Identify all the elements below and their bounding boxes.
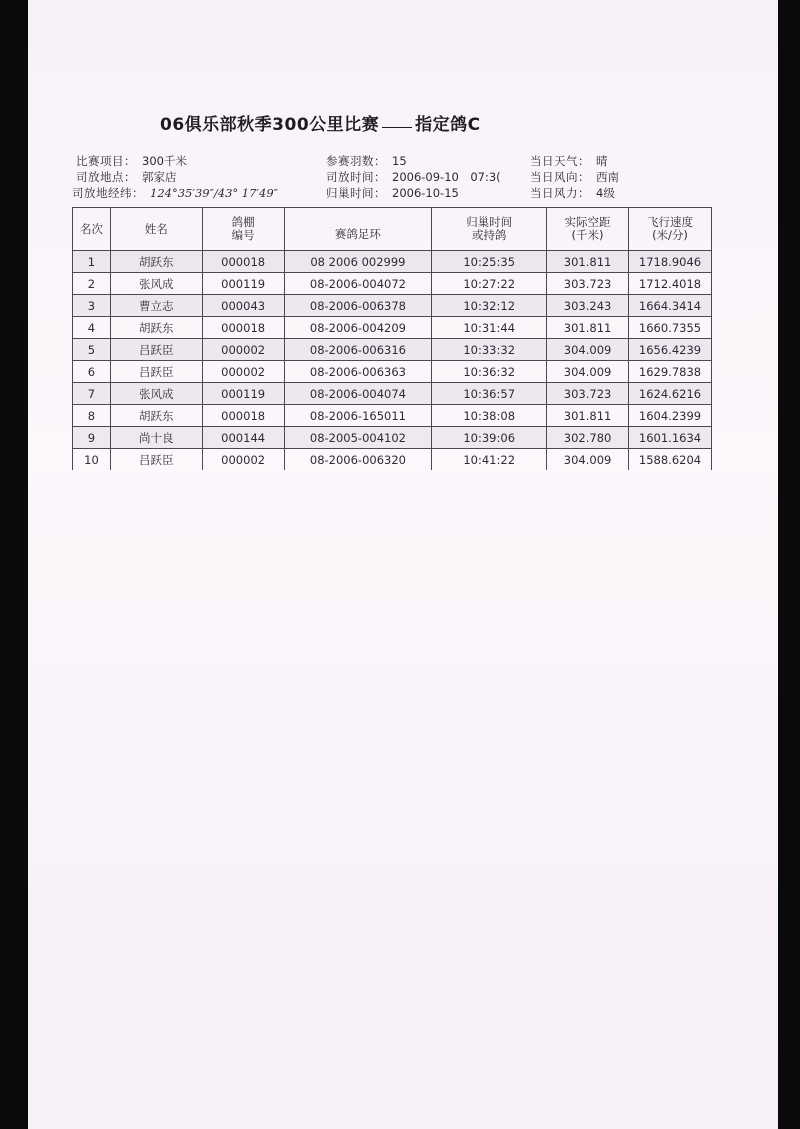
cell-name: 张风成 — [110, 273, 202, 295]
cell-name: 曹立志 — [110, 295, 202, 317]
info-wind-direction — [530, 169, 619, 185]
info-event — [76, 153, 187, 169]
info-location — [76, 169, 177, 185]
cell-name: 胡跃东 — [110, 405, 202, 427]
table-row — [73, 427, 712, 449]
cell-ring: 08-2006-006378 — [284, 295, 432, 317]
cell-name: 胡跃东 — [110, 251, 202, 273]
cell-loft: 000002 — [202, 339, 284, 361]
cell-rank: 6 — [73, 361, 111, 383]
event-value: 300千米 — [142, 154, 187, 168]
cell-ring: 08-2006-004074 — [284, 383, 432, 405]
table-row — [73, 449, 712, 471]
release-time-label: 司放时间： — [326, 170, 386, 184]
cell-time: 10:33:32 — [432, 339, 547, 361]
table-row — [73, 317, 712, 339]
cell-speed: 1624.6216 — [629, 383, 712, 405]
event-label: 比赛项目： — [76, 154, 136, 168]
header-name: 姓名 — [110, 208, 202, 251]
cell-speed: 1664.3414 — [629, 295, 712, 317]
cell-speed: 1588.6204 — [629, 449, 712, 471]
cell-ring: 08-2006-165011 — [284, 405, 432, 427]
header-loft-line2: 编号 — [231, 228, 255, 242]
document-title — [160, 110, 481, 135]
cell-distance: 304.009 — [547, 361, 629, 383]
header-time-line2: 或持鸽 — [471, 228, 507, 242]
cell-name: 尚十良 — [110, 427, 202, 449]
cell-time: 10:41:22 — [432, 449, 547, 471]
table-row — [73, 273, 712, 295]
birds-value: 15 — [392, 154, 407, 168]
cell-distance: 301.811 — [547, 317, 629, 339]
cell-ring: 08-2005-004102 — [284, 427, 432, 449]
table-row — [73, 383, 712, 405]
coordinates-label: 司放地经纬： — [72, 186, 144, 200]
cell-rank: 10 — [73, 449, 111, 471]
header-time-line1: 归巢时间 — [466, 215, 513, 229]
cell-ring: 08 2006 002999 — [284, 251, 432, 273]
cell-name: 吕跃臣 — [110, 449, 202, 471]
return-time-value: 2006-10-15 — [392, 186, 459, 200]
cell-name: 吕跃臣 — [110, 361, 202, 383]
cell-rank: 2 — [73, 273, 111, 295]
cell-loft: 000043 — [202, 295, 284, 317]
table-row — [73, 339, 712, 361]
table-row — [73, 251, 712, 273]
cell-rank: 9 — [73, 427, 111, 449]
wind-force-value: 4级 — [596, 186, 615, 200]
table-row — [73, 361, 712, 383]
cell-distance: 304.009 — [547, 449, 629, 471]
return-time-label: 归巢时间： — [326, 186, 386, 200]
cell-rank: 4 — [73, 317, 111, 339]
cell-speed: 1601.1634 — [629, 427, 712, 449]
cell-time: 10:36:57 — [432, 383, 547, 405]
cell-loft: 000002 — [202, 449, 284, 471]
table-row — [73, 405, 712, 427]
cell-loft: 000018 — [202, 317, 284, 339]
cell-time: 10:27:22 — [432, 273, 547, 295]
cell-loft: 000119 — [202, 273, 284, 295]
header-speed-line1: 飞行速度 — [647, 215, 693, 229]
header-ring: 赛鸽足环 — [284, 208, 432, 251]
table-row — [73, 295, 712, 317]
info-wind-force — [530, 185, 615, 201]
birds-label: 参赛羽数： — [326, 154, 386, 168]
wind-force-label: 当日风力： — [530, 186, 590, 200]
cell-ring: 08-2006-006316 — [284, 339, 432, 361]
results-table — [72, 207, 712, 470]
cell-rank: 1 — [73, 251, 111, 273]
cell-speed: 1604.2399 — [629, 405, 712, 427]
info-coordinates — [72, 185, 278, 201]
cell-time: 10:31:44 — [432, 317, 547, 339]
cell-ring: 08-2006-006363 — [284, 361, 432, 383]
header-distance-line2: (千米) — [571, 228, 604, 242]
weather-label: 当日天气： — [530, 154, 590, 168]
cell-time: 10:39:06 — [432, 427, 547, 449]
wind-direction-value: 西南 — [596, 170, 619, 184]
cell-rank: 7 — [73, 383, 111, 405]
info-weather — [530, 153, 608, 169]
cell-ring: 08-2006-004209 — [284, 317, 432, 339]
cell-rank: 5 — [73, 339, 111, 361]
cell-distance: 303.723 — [547, 273, 629, 295]
header-loft-line1: 鸽棚 — [231, 215, 255, 229]
cell-name: 吕跃臣 — [110, 339, 202, 361]
cell-time: 10:38:08 — [432, 405, 547, 427]
header-distance-line1: 实际空距 — [564, 215, 611, 229]
cell-loft: 000002 — [202, 361, 284, 383]
cell-distance: 302.780 — [547, 427, 629, 449]
cell-distance: 303.243 — [547, 295, 629, 317]
cell-ring: 08-2006-006320 — [284, 449, 432, 471]
cell-name: 张风成 — [110, 383, 202, 405]
cell-ring: 08-2006-004072 — [284, 273, 432, 295]
header-speed-line2: (米/分) — [652, 228, 688, 242]
title-blank-line — [382, 127, 412, 128]
cell-loft: 000144 — [202, 427, 284, 449]
title-text: 06俱乐部秋季300公里比赛 — [160, 115, 380, 135]
release-time-value: 2006-09-10 07:3( — [392, 170, 501, 184]
cell-loft: 000018 — [202, 405, 284, 427]
cell-time: 10:36:32 — [432, 361, 547, 383]
table-header-row — [73, 208, 712, 251]
cell-rank: 8 — [73, 405, 111, 427]
cell-speed: 1712.4018 — [629, 273, 712, 295]
cell-loft: 000018 — [202, 251, 284, 273]
weather-value: 晴 — [596, 154, 608, 168]
cell-distance: 301.811 — [547, 405, 629, 427]
header-rank: 名次 — [73, 208, 111, 251]
location-value: 郭家店 — [142, 170, 177, 184]
cell-distance: 301.811 — [547, 251, 629, 273]
cell-time: 10:25:35 — [432, 251, 547, 273]
cell-time: 10:32:12 — [432, 295, 547, 317]
coordinates-value: 124°35′39″/43° 17′49″ — [150, 186, 278, 200]
cell-speed: 1656.4239 — [629, 339, 712, 361]
wind-direction-label: 当日风向： — [530, 170, 590, 184]
cell-loft: 000119 — [202, 383, 284, 405]
header-time — [432, 208, 547, 251]
location-label: 司放地点： — [76, 170, 136, 184]
header-loft — [202, 208, 284, 251]
cell-name: 胡跃东 — [110, 317, 202, 339]
info-return-time — [326, 185, 459, 201]
header-speed — [629, 208, 712, 251]
table-body — [73, 251, 712, 471]
info-birds — [326, 153, 407, 169]
title-suffix: 指定鸽C — [415, 115, 481, 135]
cell-speed: 1718.9046 — [629, 251, 712, 273]
cell-distance: 304.009 — [547, 339, 629, 361]
cell-speed: 1629.7838 — [629, 361, 712, 383]
cell-distance: 303.723 — [547, 383, 629, 405]
cell-speed: 1660.7355 — [629, 317, 712, 339]
info-release-time — [326, 169, 501, 185]
cell-rank: 3 — [73, 295, 111, 317]
header-distance — [547, 208, 629, 251]
